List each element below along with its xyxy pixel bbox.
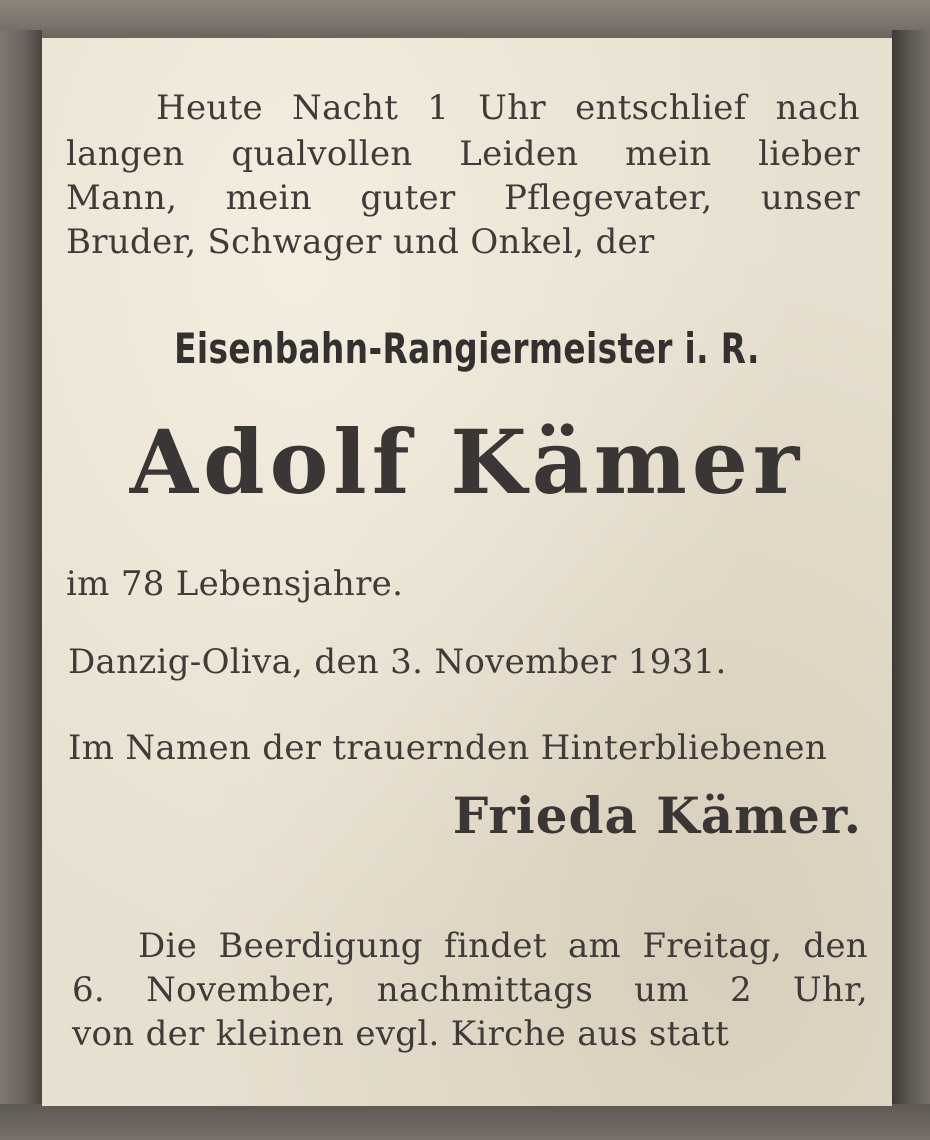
obituary-notice <box>42 38 892 1106</box>
deceased-name: Adolf Kämer <box>129 410 805 514</box>
funeral-line-1: Die Beerdigung findet am Freitag, den <box>138 926 868 966</box>
intro-line-4: Bruder, Schwager und Onkel, der <box>66 222 655 262</box>
place-date-line: Danzig-Oliva, den 3. November 1931. <box>68 642 727 682</box>
intro-line-3: Mann, mein guter Pflegevater, unser <box>66 178 860 218</box>
funeral-line-2: 6. November, nachmittags um 2 Uhr, <box>72 970 868 1010</box>
intro-line-1: Heute Nacht 1 Uhr entschlief nach <box>156 88 860 128</box>
frame-border-bottom <box>0 1104 930 1140</box>
frame-border-top <box>0 0 930 40</box>
signer-name: Frieda Kämer. <box>452 786 862 845</box>
on-behalf-line: Im Namen der trauernden Hinterbliebenen <box>68 728 828 768</box>
age-line: im 78 Lebensjahre. <box>66 564 404 604</box>
intro-line-2: langen qualvollen Leiden mein lieber <box>66 134 860 174</box>
rank-title: Eisenbahn-Rangiermeister i. R. <box>174 324 760 373</box>
funeral-line-3: von der kleinen evgl. Kirche aus statt <box>72 1014 730 1054</box>
frame-border-left <box>0 30 42 1110</box>
frame-border-right <box>892 30 930 1110</box>
